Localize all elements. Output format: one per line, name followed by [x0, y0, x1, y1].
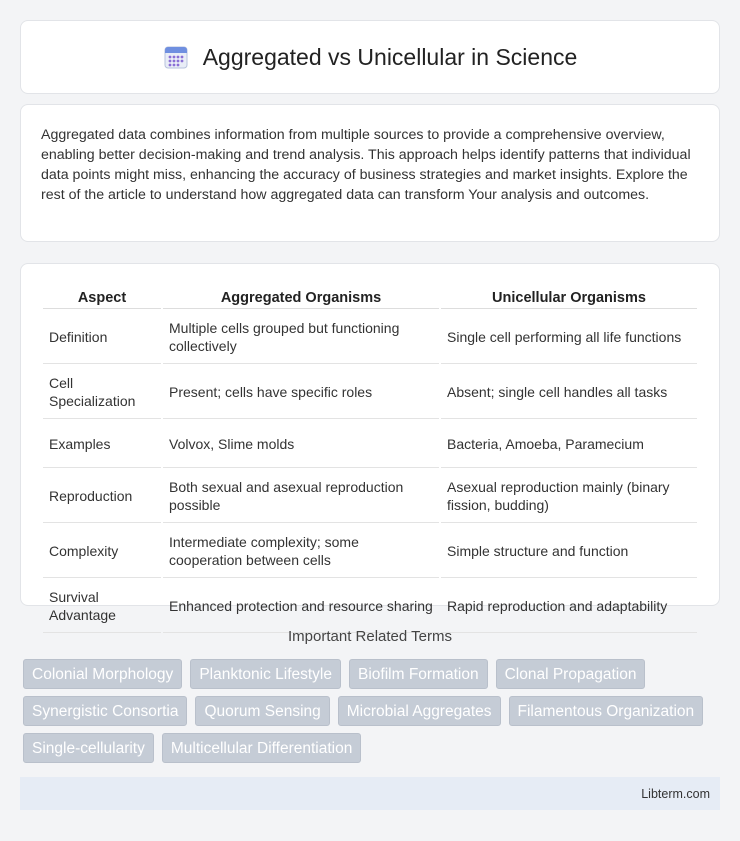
table-row	[43, 580, 697, 633]
row-aggregated: Enhanced protection and resource sharing	[163, 580, 439, 633]
row-unicellular: Single cell performing all life functions	[441, 311, 697, 364]
related-term-tag[interactable]: Colonial Morphology	[23, 659, 182, 689]
intro-card	[20, 104, 720, 242]
related-term-tag[interactable]: Synergistic Consortia	[23, 696, 187, 726]
related-terms-list	[23, 659, 723, 763]
related-term-tag[interactable]: Quorum Sensing	[195, 696, 329, 726]
related-term-tag[interactable]: Filamentous Organization	[509, 696, 704, 726]
table-row	[43, 470, 697, 523]
table-row	[43, 421, 697, 468]
row-aggregated: Multiple cells grouped but functioning collectively	[163, 311, 439, 364]
row-aggregated: Intermediate complexity; some cooperation between cells	[163, 525, 439, 578]
row-aggregated: Present; cells have specific roles	[163, 366, 439, 419]
related-term-tag[interactable]: Microbial Aggregates	[338, 696, 501, 726]
calendar-icon	[163, 44, 189, 70]
footer-site-link[interactable]: Libterm.com	[641, 786, 710, 801]
row-unicellular: Rapid reproduction and adaptability	[441, 580, 697, 633]
title-wrap	[163, 44, 578, 71]
comparison-table-card	[20, 263, 720, 623]
title-card	[20, 20, 720, 94]
row-unicellular: Absent; single cell handles all tasks	[441, 366, 697, 419]
header-aggregated: Aggregated Organisms	[163, 286, 439, 309]
row-aspect: Definition	[43, 311, 161, 364]
row-aspect: Complexity	[43, 525, 161, 578]
row-unicellular: Simple structure and function	[441, 525, 697, 578]
table-row	[43, 525, 697, 578]
header-aspect: Aspect	[43, 286, 161, 309]
related-term-tag[interactable]: Multicellular Differentiation	[162, 733, 362, 763]
comparison-table	[41, 284, 699, 635]
related-term-tag[interactable]: Clonal Propagation	[496, 659, 646, 689]
header-unicellular: Unicellular Organisms	[441, 286, 697, 309]
related-term-tag[interactable]: Biofilm Formation	[349, 659, 488, 689]
page-title: Aggregated vs Unicellular in Science	[202, 43, 578, 70]
table-row	[43, 311, 697, 364]
row-unicellular: Bacteria, Amoeba, Paramecium	[441, 421, 697, 468]
row-aspect: Survival Advantage	[43, 580, 161, 633]
row-aggregated: Both sexual and asexual reproduction possible	[163, 470, 439, 523]
row-aspect: Examples	[43, 421, 161, 468]
intro-text: Aggregated data combines information from multiple sources to provide a comprehensive overview, enabling better decision-making and trend analysis. This approach helps identify patterns that individual data points might miss, enhancing the accuracy of business strategies and market insights. Explore the rest of the article to understand how aggregated data can transform Your analysis and outcomes.	[41, 127, 691, 203]
footer	[20, 777, 720, 810]
row-unicellular: Asexual reproduction mainly (binary fission, budding)	[441, 470, 697, 523]
row-aggregated: Volvox, Slime molds	[163, 421, 439, 468]
row-aspect: Reproduction	[43, 470, 161, 523]
table-row	[43, 366, 697, 419]
table-header-row	[43, 286, 697, 309]
related-term-tag[interactable]: Planktonic Lifestyle	[190, 659, 341, 689]
related-terms-heading: Important Related Terms	[288, 628, 452, 645]
row-aspect: Cell Specialization	[43, 366, 161, 419]
related-term-tag[interactable]: Single-cellularity	[23, 733, 154, 763]
